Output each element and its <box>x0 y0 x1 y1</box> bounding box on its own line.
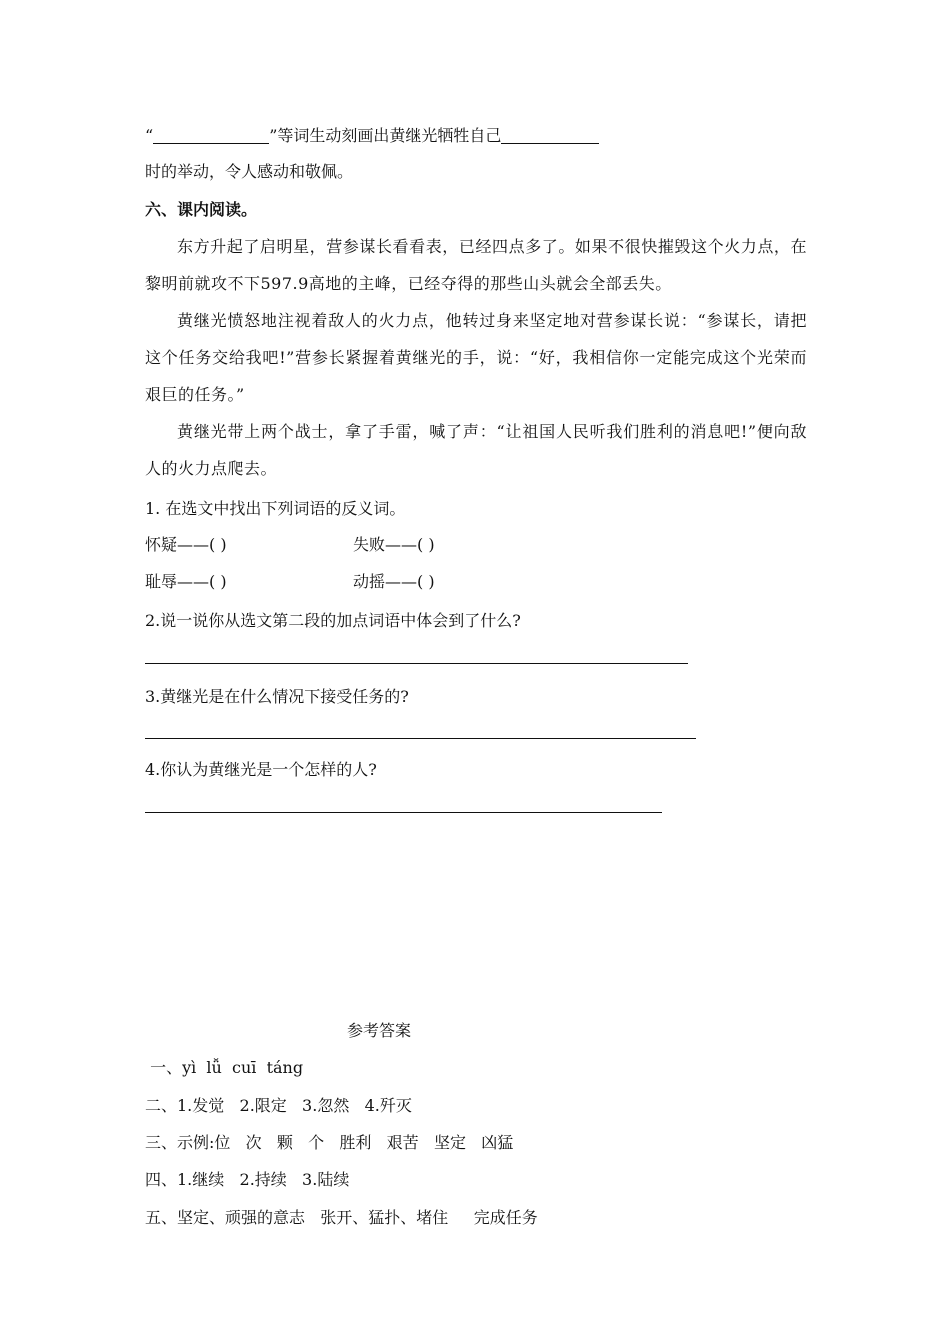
answer-line-2[interactable] <box>145 663 688 664</box>
section6-heading: 六、课内阅读。 <box>145 200 258 219</box>
reading-paragraph-3: 黄继光带上两个战士，拿了手雷，喊了声：“让祖国人民听我们胜利的消息吧!”便向敌人的火力点爬去。 <box>145 422 807 478</box>
open-quote: “ <box>145 126 154 145</box>
answer-line-3[interactable] <box>145 738 696 739</box>
antonym-item: 失败——( ) <box>353 535 435 554</box>
question-3: 3.黄继光是在什么情况下接受任务的? <box>145 687 409 706</box>
section5-fill-line <box>145 126 599 146</box>
question-2: 2.说一说你从选文第二段的加点词语中体会到了什么? <box>145 611 521 630</box>
question-4: 4.你认为黄继光是一个怎样的人? <box>145 760 377 779</box>
answer-line: 四、1.继续 2.持续 3.陆续 <box>145 1170 350 1189</box>
antonym-item: 动摇——( ) <box>353 572 435 591</box>
answer-line: 一、yì lǚ cuī táng <box>145 1058 304 1077</box>
reading-paragraph-2: 黄继光愤怒地注视着敌人的火力点，他转过身来坚定地对营参谋长说：“参谋长，请把这个任务交给我吧!”营参长紧握着黄继光的手，说：“好，我相信你一定能完成这个光荣而艰巨的任务。” <box>145 311 807 404</box>
fill-sentence: ”等词生动刻画出黄继光牺牲自己 <box>269 126 502 145</box>
question-1: 1. 在选文中找出下列词语的反义词。 <box>145 499 406 518</box>
section5-line2: 时的举动，令人感动和敬佩。 <box>145 162 354 181</box>
answers-title: 参考答案 <box>346 1021 411 1040</box>
answer-line: 三、示例:位 次 颗 个 胜利 艰苦 坚定 凶猛 <box>145 1133 514 1152</box>
answer-line: 五、坚定、顽强的意志 张开、猛扑、堵住 完成任务 <box>145 1208 538 1227</box>
answer-line-4[interactable] <box>145 812 662 813</box>
blank-1[interactable] <box>153 127 269 144</box>
reading-paragraph-1: 东方升起了启明星，营参谋长看看表，已经四点多了。如果不很快摧毁这个火力点，在黎明前就攻不下597.9高地的主峰，已经夺得的那些山头就会全部丢失。 <box>145 237 807 293</box>
blank-2[interactable] <box>501 127 599 144</box>
answer-line: 二、1.发觉 2.限定 3.忽然 4.歼灭 <box>145 1096 412 1115</box>
antonym-item: 怀疑——( ) <box>145 535 227 554</box>
antonym-item: 耻辱——( ) <box>145 572 227 591</box>
